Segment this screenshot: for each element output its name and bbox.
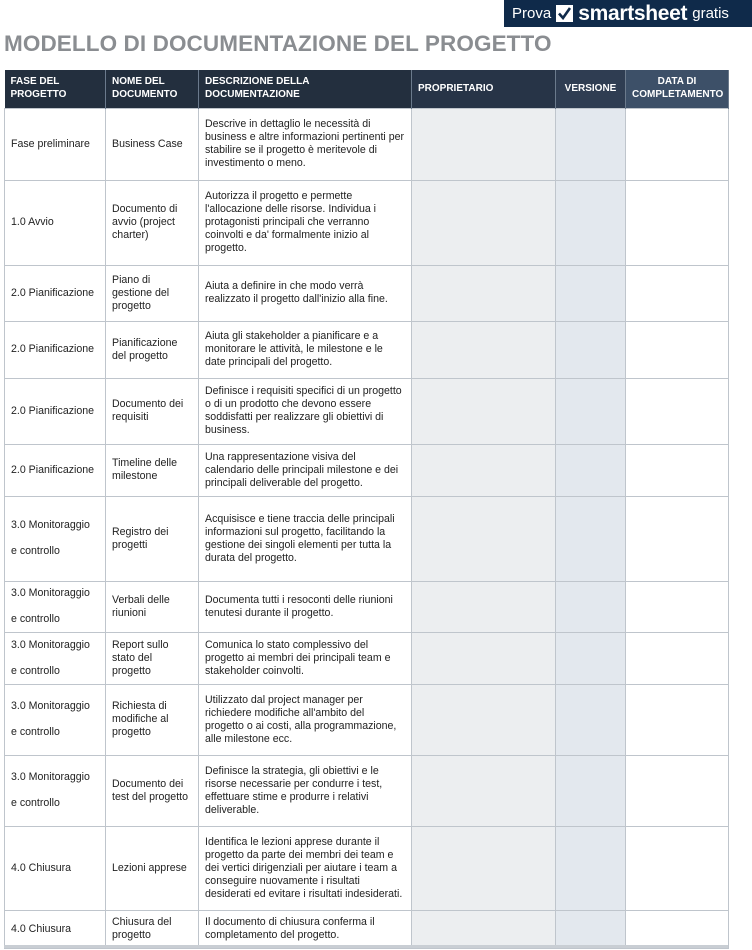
header-descrizione: DESCRIZIONE DELLA DOCUMENTAZIONE <box>199 70 412 108</box>
smartsheet-trial-banner[interactable] <box>504 0 752 27</box>
cell-data[interactable] <box>626 826 729 910</box>
cell-nome[interactable]: Report sullo stato del progetto <box>106 632 199 684</box>
cell-descrizione[interactable]: Acquisisce e tiene traccia delle principali informazioni sul progetto, facilitando la gestione dei singoli elementi per tutta la durata del progetto. <box>199 496 412 581</box>
cell-descrizione[interactable]: Definisce la strategia, gli obiettivi e le risorse necessarie per condurre i test, effettuare stime e produrre i relativi deliverable. <box>199 755 412 826</box>
cell-proprietario[interactable] <box>412 684 556 755</box>
cell-data[interactable] <box>626 321 729 378</box>
cell-proprietario[interactable] <box>412 321 556 378</box>
smartsheet-check-icon <box>556 5 573 22</box>
cell-fase[interactable] <box>5 910 106 948</box>
cell-descrizione[interactable]: Il documento di chiusura conferma il completamento del progetto. <box>199 910 412 948</box>
cell-fase[interactable] <box>5 265 106 321</box>
cell-nome[interactable]: Documento dei requisiti <box>106 378 199 444</box>
cell-versione[interactable] <box>556 265 626 321</box>
cell-fase[interactable] <box>5 108 106 180</box>
cell-fase[interactable] <box>5 321 106 378</box>
phase-line: 3.0 Monitoraggio <box>11 771 90 783</box>
cell-nome[interactable]: Verbali delle riunioni <box>106 581 199 632</box>
banner-prova-text: Prova <box>512 5 552 22</box>
table-row <box>5 444 729 496</box>
cell-nome[interactable]: Timeline delle milestone <box>106 444 199 496</box>
cell-descrizione[interactable]: Identifica le lezioni apprese durante il progetto da parte dei membri dei team e dei vertici dirigenziali per aiutare i team a conseguire nuovamente i risultati desiderati ed evitare i risultati indesiderati. <box>199 826 412 910</box>
cell-nome[interactable]: Richiesta di modifiche al progetto <box>106 684 199 755</box>
cell-descrizione[interactable]: Definisce i requisiti specifici di un progetto o di un prodotto che devono essere soddisfatti per realizzare gli obiettivi di business. <box>199 378 412 444</box>
phase-line: 2.0 Pianificazione <box>11 463 95 476</box>
phase-line: e controllo <box>11 726 60 738</box>
cell-nome[interactable]: Chiusura del progetto <box>106 910 199 948</box>
cell-data[interactable] <box>626 108 729 180</box>
phase-line: e controllo <box>11 797 60 809</box>
table-row <box>5 496 729 581</box>
cell-descrizione[interactable]: Autorizza il progetto e permette l'allocazione delle risorse. Individua i protagonisti principali che verranno coinvolti e da' formalmente inizio al progetto. <box>199 180 412 265</box>
cell-descrizione[interactable]: Utilizzato dal project manager per richiedere modifiche all'ambito del progetto o ai costi, alla programmazione, alle milestone ecc. <box>199 684 412 755</box>
cell-versione[interactable] <box>556 180 626 265</box>
cell-proprietario[interactable] <box>412 632 556 684</box>
cell-versione[interactable] <box>556 108 626 180</box>
cell-proprietario[interactable] <box>412 910 556 948</box>
phase-line: 3.0 Monitoraggio <box>11 700 90 712</box>
cell-versione[interactable] <box>556 910 626 948</box>
table-body <box>5 108 729 948</box>
page-title: MODELLO DI DOCUMENTAZIONE DEL PROGETTO <box>4 31 552 56</box>
cell-fase[interactable] <box>5 755 106 826</box>
cell-descrizione[interactable]: Aiuta gli stakeholder a pianificare e a monitorare le attività, le milestone e le date principali del progetto. <box>199 321 412 378</box>
cell-descrizione[interactable]: Documenta tutti i resoconti delle riunioni tenutesi durante il progetto. <box>199 581 412 632</box>
table-row <box>5 378 729 444</box>
cell-data[interactable] <box>626 496 729 581</box>
cell-data[interactable] <box>626 180 729 265</box>
phase-line: 1.0 Avvio <box>11 216 54 228</box>
header-data: DATA DI COMPLETAMENTO <box>626 70 729 108</box>
cell-descrizione[interactable]: Comunica lo stato complessivo del progetto ai membri dei principali team e stakeholder coinvolti. <box>199 632 412 684</box>
cell-proprietario[interactable] <box>412 378 556 444</box>
cell-proprietario[interactable] <box>412 581 556 632</box>
header-nome: NOME DEL DOCUMENTO <box>106 70 199 108</box>
cell-proprietario[interactable] <box>412 108 556 180</box>
cell-fase[interactable] <box>5 632 106 684</box>
table-row <box>5 265 729 321</box>
documentation-table <box>4 70 729 949</box>
table-row <box>5 108 729 180</box>
cell-data[interactable] <box>626 910 729 948</box>
table-row <box>5 910 729 948</box>
cell-nome[interactable]: Registro dei progetti <box>106 496 199 581</box>
cell-nome[interactable]: Business Case <box>106 108 199 180</box>
cell-proprietario[interactable] <box>412 180 556 265</box>
cell-descrizione[interactable]: Una rappresentazione visiva del calendario delle principali milestone e dei principali deliverable del progetto. <box>199 444 412 496</box>
cell-nome[interactable]: Piano di gestione del progetto <box>106 265 199 321</box>
table-bottom-border <box>4 945 728 948</box>
cell-versione[interactable] <box>556 378 626 444</box>
cell-data[interactable] <box>626 444 729 496</box>
cell-data[interactable] <box>626 265 729 321</box>
banner-gratis-text: gratis <box>692 5 729 22</box>
phase-line: e controllo <box>11 613 60 625</box>
cell-versione[interactable] <box>556 321 626 378</box>
table-row <box>5 826 729 910</box>
cell-fase[interactable] <box>5 581 106 632</box>
table-row <box>5 684 729 755</box>
cell-versione[interactable] <box>556 496 626 581</box>
cell-versione[interactable] <box>556 826 626 910</box>
header-versione: VERSIONE <box>556 70 626 108</box>
table-row <box>5 180 729 265</box>
cell-data[interactable] <box>626 632 729 684</box>
cell-descrizione[interactable]: Aiuta a definire in che modo verrà realizzato il progetto dall'inizio alla fine. <box>199 265 412 321</box>
cell-fase[interactable] <box>5 826 106 910</box>
cell-data[interactable] <box>626 684 729 755</box>
cell-nome[interactable]: Documento di avvio (project charter) <box>106 180 199 265</box>
header-proprietario: PROPRIETARIO <box>412 70 556 108</box>
cell-proprietario[interactable] <box>412 265 556 321</box>
table-row <box>5 581 729 632</box>
header-fase: FASE DEL PROGETTO <box>5 70 106 108</box>
table-row <box>5 321 729 378</box>
table-row <box>5 632 729 684</box>
phase-line: 3.0 Monitoraggio <box>11 638 90 651</box>
cell-data[interactable] <box>626 755 729 826</box>
phase-line: 2.0 Pianificazione <box>11 404 95 417</box>
cell-proprietario[interactable] <box>412 755 556 826</box>
phase-line: 3.0 Monitoraggio <box>11 587 90 599</box>
cell-descrizione[interactable]: Descrive in dettaglio le necessità di business e altre informazioni pertinenti per stabilire se il progetto è meritevole di investimento o meno. <box>199 108 412 180</box>
cell-fase[interactable] <box>5 496 106 581</box>
cell-versione[interactable] <box>556 444 626 496</box>
cell-proprietario[interactable] <box>412 496 556 581</box>
cell-fase[interactable] <box>5 684 106 755</box>
cell-data[interactable] <box>626 581 729 632</box>
phase-line: 4.0 Chiusura <box>11 922 72 935</box>
cell-proprietario[interactable] <box>412 826 556 910</box>
cell-nome[interactable]: Pianificazione del progetto <box>106 321 199 378</box>
cell-fase[interactable] <box>5 180 106 265</box>
cell-data[interactable] <box>626 378 729 444</box>
phase-line: Fase preliminare <box>11 137 90 150</box>
phase-line: 2.0 Pianificazione <box>11 286 95 299</box>
cell-fase[interactable] <box>5 444 106 496</box>
table-header-row <box>5 70 729 108</box>
phase-line: e controllo <box>11 664 60 677</box>
cell-versione[interactable] <box>556 632 626 684</box>
phase-line: 3.0 Monitoraggio <box>11 519 90 531</box>
phase-line: e controllo <box>11 545 60 557</box>
phase-line: 4.0 Chiusura <box>11 861 72 874</box>
banner-brand-text: smartsheet <box>578 1 688 25</box>
cell-versione[interactable] <box>556 755 626 826</box>
cell-proprietario[interactable] <box>412 444 556 496</box>
cell-fase[interactable] <box>5 378 106 444</box>
cell-versione[interactable] <box>556 581 626 632</box>
table-row <box>5 755 729 826</box>
cell-nome[interactable]: Lezioni apprese <box>106 826 199 910</box>
cell-versione[interactable] <box>556 684 626 755</box>
phase-line: 2.0 Pianificazione <box>11 343 95 355</box>
cell-nome[interactable]: Documento dei test del progetto <box>106 755 199 826</box>
